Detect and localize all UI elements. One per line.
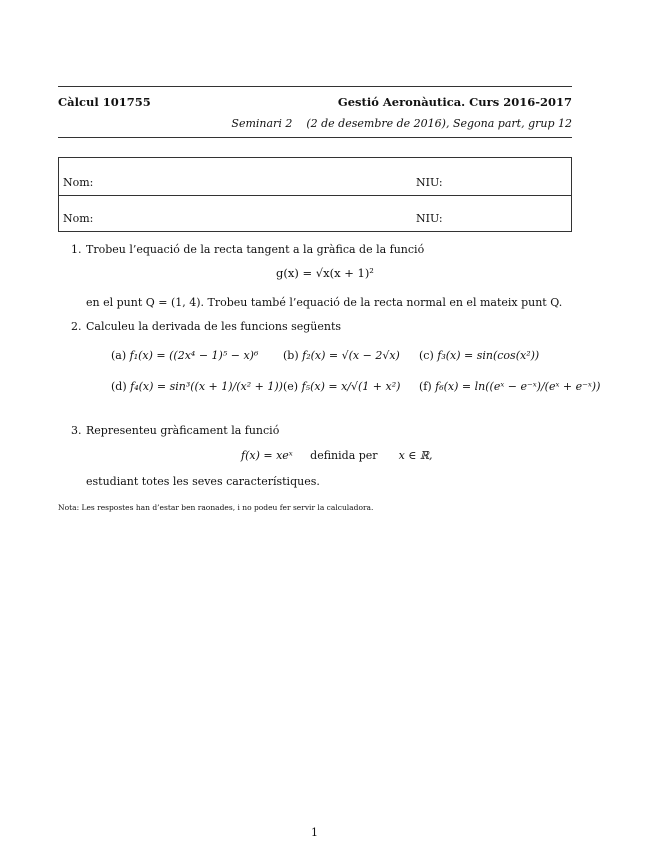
function-c-formula: f₃(x) = sin(cos(x²)) <box>437 349 540 362</box>
niu-label-1: NIU: <box>416 176 443 189</box>
function-e <box>283 380 400 393</box>
header-bottom-rule <box>58 137 572 138</box>
function-a-label: (a) <box>111 349 127 362</box>
function-f-formula: f₆(x) = ln((eˣ − e⁻ˣ)/(eˣ + e⁻ˣ)) <box>435 380 601 393</box>
session-line <box>231 117 572 130</box>
problem-3-formula-line <box>241 449 433 462</box>
function-a-formula: f₁(x) = ((2x⁴ − 1)⁵ − x)⁶ <box>129 349 259 362</box>
student-info-box <box>58 157 572 232</box>
degree-title: Gestió Aeronàutica. Curs 2016-2017 <box>337 95 572 109</box>
function-c <box>419 349 539 362</box>
session-detail: (2 de desembre de 2016), Segona part, grup 12 <box>306 117 572 130</box>
function-b <box>283 349 400 362</box>
problem-3-after: estudiant totes les seves característiques. <box>86 475 320 488</box>
function-b-label: (b) <box>283 349 299 362</box>
problem-3-text: Representeu gràficament la funció <box>86 424 280 437</box>
problem-2-text: Calculeu la derivada de les funcions següents <box>86 320 342 333</box>
function-d-formula: f₄(x) = sin³((x + 1)/(x² + 1)) <box>130 380 283 393</box>
function-b-formula: f₂(x) = √(x − 2√x) <box>302 349 400 362</box>
exam-note: Nota: Les respostes han d’estar ben raonades, i no podeu fer servir la calculadora. <box>58 503 374 512</box>
problem-3-formula-mid: definida per <box>310 449 378 462</box>
function-e-formula: f₅(x) = x/√(1 + x²) <box>301 380 401 393</box>
box-divider <box>59 195 571 196</box>
niu-label-2: NIU: <box>416 212 443 225</box>
top-rule <box>58 86 572 87</box>
function-d-label: (d) <box>111 380 127 393</box>
session-name: Seminari 2 <box>231 117 293 130</box>
function-f-label: (f) <box>419 380 432 393</box>
function-f <box>419 380 600 393</box>
problem-3-number: 3. <box>71 424 82 437</box>
function-e-label: (e) <box>283 380 299 393</box>
problem-1-number: 1. <box>71 243 82 256</box>
course-title: Càlcul 101755 <box>58 95 151 109</box>
problem-2-number: 2. <box>71 320 82 333</box>
problem-1-text: Trobeu l’equació de la recta tangent a la gràfica de la funció <box>86 243 425 256</box>
problem-3-formula: f(x) = xeˣ <box>241 449 293 462</box>
name-label-1: Nom: <box>63 176 94 189</box>
problem-1-formula: g(x) = √x(x + 1)² <box>276 266 374 280</box>
page-number: 1 <box>311 826 318 839</box>
function-c-label: (c) <box>419 349 434 362</box>
problem-1-after: en el punt Q = (1, 4). Trobeu també l’equació de la recta normal en el mateix punt Q. <box>86 296 563 309</box>
problem-3-domain: x ∈ ℝ, <box>398 449 433 462</box>
function-d <box>111 380 283 393</box>
name-label-2: Nom: <box>63 212 94 225</box>
function-a <box>111 349 258 362</box>
